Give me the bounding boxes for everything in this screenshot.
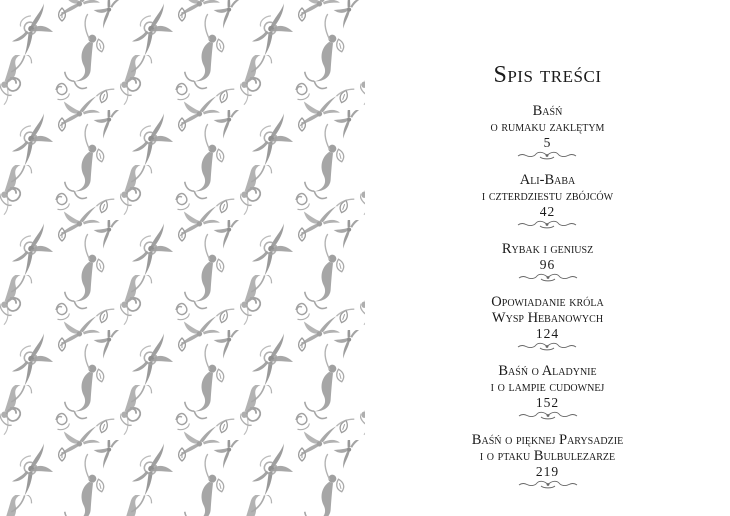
toc-entry — [482, 172, 613, 229]
toc-entry-title: Baśń — [532, 103, 563, 119]
toc-entry-page-number: 42 — [539, 204, 556, 219]
toc-entry-title: Rybak i geniusz — [501, 241, 594, 257]
toc-entry — [491, 363, 605, 420]
toc-entry — [491, 294, 603, 351]
toc-entry — [502, 241, 593, 282]
flourish-ornament-icon — [517, 411, 579, 420]
toc-entry-page-number: 124 — [535, 326, 560, 341]
toc-entry-subtitle: i o ptaku Bulbulezarze — [479, 448, 616, 464]
toc-entry-page-number: 152 — [535, 395, 560, 410]
table-of-contents-page — [365, 0, 730, 516]
toc-entry — [472, 432, 623, 489]
toc-entry-title: Ali-Baba — [519, 172, 576, 188]
toc-entry-title: Baśń o pięknej Parysadzie — [471, 432, 624, 448]
toc-entry-subtitle: o rumaku zaklętym — [490, 119, 605, 135]
toc-entry-title: Baśń o Aladynie — [498, 363, 597, 379]
flourish-ornament-icon — [516, 220, 578, 229]
toc-entry-page-number: 5 — [543, 135, 552, 150]
toc-entry-subtitle: i o lampie cudownej — [490, 379, 605, 395]
table-of-contents — [365, 62, 730, 501]
toc-entry-subtitle: i czterdziestu zbójców — [481, 188, 614, 204]
toc-entry-page-number: 96 — [539, 257, 556, 272]
toc-entry-title: Opowiadanie króla — [491, 294, 604, 310]
toc-title: Spis treści — [493, 62, 602, 88]
flourish-ornament-icon — [517, 480, 579, 489]
toc-entry-page-number: 219 — [535, 464, 560, 479]
toc-entry-subtitle: Wysp Hebanowych — [491, 310, 604, 326]
flourish-ornament-icon — [517, 273, 579, 282]
toc-entry — [491, 103, 605, 160]
flourish-ornament-icon — [516, 342, 578, 351]
flourish-ornament-icon — [516, 151, 578, 160]
